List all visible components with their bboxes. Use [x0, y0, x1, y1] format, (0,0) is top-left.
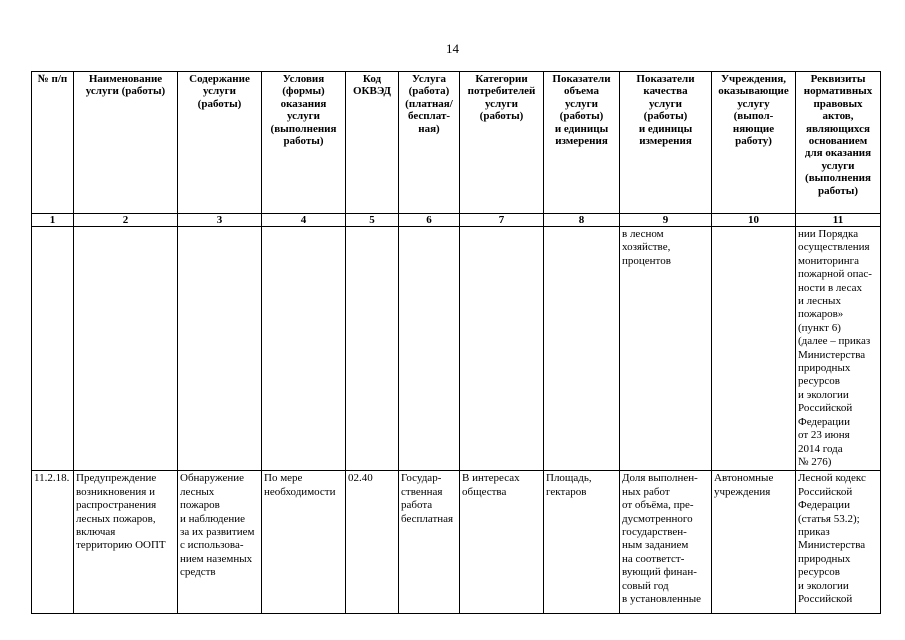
- header-cell: Учреждения, оказывающие услугу (выпол- няющие работу): [712, 72, 796, 214]
- header-cell: Реквизиты нормативных правовых актов, являющихся основанием для оказания услуги (выполнения работы): [796, 72, 881, 214]
- column-number-row: [32, 214, 881, 227]
- table-cell: нии Порядка осуществления мониторинга пожарной опас- ности в лесах и лесных пожаров» (пункт 6) (далее – приказ Министерства природных ресурсов и экологии Российской Федерации от 23 июня 2014 года № 276): [796, 227, 881, 471]
- paid-free-cell: Государ- ственная работа бесплатная: [399, 471, 460, 614]
- table-row: [32, 471, 881, 614]
- table-cell: [712, 227, 796, 471]
- table-cell: [460, 227, 544, 471]
- column-number: 7: [460, 214, 544, 227]
- column-number: 6: [399, 214, 460, 227]
- consumer-category-cell: В интересах общества: [460, 471, 544, 614]
- service-content-cell: Обнаружение лесных пожаров и наблюдение за их развитием с использова- нием наземных средств: [178, 471, 262, 614]
- column-number: 5: [346, 214, 399, 227]
- header-cell: Категории потребителей услуги (работы): [460, 72, 544, 214]
- column-number: 4: [262, 214, 346, 227]
- table-cell: [178, 227, 262, 471]
- table-cell: в лесном хозяйстве, процентов: [620, 227, 712, 471]
- column-number: 9: [620, 214, 712, 227]
- header-cell: Услуга (работа) (платная/ бесплат- ная): [399, 72, 460, 214]
- header-cell: Содержание услуги (работы): [178, 72, 262, 214]
- column-number: 8: [544, 214, 620, 227]
- table-cell: [544, 227, 620, 471]
- service-name-cell: Предупреждение возникновения и распространения лесных пожаров, включая территорию ООПТ: [74, 471, 178, 614]
- row-number-cell: 11.2.18.: [32, 471, 74, 614]
- conditions-cell: По мере необходимости: [262, 471, 346, 614]
- volume-indicator-cell: Площадь, гектаров: [544, 471, 620, 614]
- header-cell: Показатели качества услуги (работы) и единицы измерения: [620, 72, 712, 214]
- page-number: 14: [446, 41, 459, 56]
- legal-acts-cell: Лесной кодекс Российской Федерации (статья 53.2); приказ Министерства природных ресурсов и экологии Российской: [796, 471, 881, 614]
- table-cell: [262, 227, 346, 471]
- column-number: 3: [178, 214, 262, 227]
- table-cell: [399, 227, 460, 471]
- header-cell: Условия (формы) оказания услуги (выполнения работы): [262, 72, 346, 214]
- header-cell: Код ОКВЭД: [346, 72, 399, 214]
- table-cell: [32, 227, 74, 471]
- column-number: 2: [74, 214, 178, 227]
- quality-indicator-cell: Доля выполнен- ных работ от объёма, пре- дусмотренного государствен- ным заданием на соответст- вующий финан- совый год в установленные: [620, 471, 712, 614]
- column-number: 11: [796, 214, 881, 227]
- header-row: [32, 72, 881, 214]
- header-cell: № п/п: [32, 72, 74, 214]
- services-table: [31, 71, 881, 614]
- table-cell: [74, 227, 178, 471]
- header-cell: Показатели объема услуги (работы) и единицы измерения: [544, 72, 620, 214]
- continuation-row: [32, 227, 881, 471]
- okved-code-cell: 02.40: [346, 471, 399, 614]
- table-cell: [346, 227, 399, 471]
- institutions-cell: Автономные учреждения: [712, 471, 796, 614]
- column-number: 1: [32, 214, 74, 227]
- header-cell: Наименование услуги (работы): [74, 72, 178, 214]
- column-number: 10: [712, 214, 796, 227]
